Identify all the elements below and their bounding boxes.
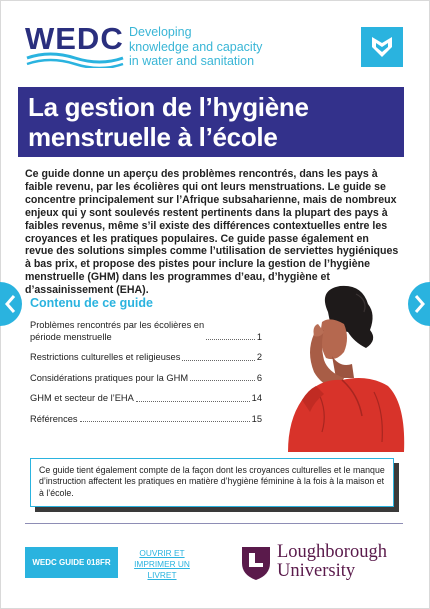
toc-item[interactable] bbox=[30, 414, 262, 426]
intro-paragraph: Ce guide donne un aperçu des problèmes rencontrés, dans les pays à faible revenu, par les écolières qui ont leurs menstruations. Le guide se concentre principalement sur l’Afrique subsaharienne, mais de nombreux enjeux qui y sont soulevés restent pertinents dans la plupart des pays à faibles revenus, même s’il existe des différences contextuelles entre les croyances et les pratiques populaires. Ce guide passe également en revue des solutions simples comme l’utilisation de serviettes hygiéniques à bas prix, et propose des pistes pour inclure la gestion de l’hygiène menstruelle (GHM) dans les programmes d’eau, d’hygiène et d’assainissement (EHA). bbox=[25, 168, 399, 297]
toc-item[interactable] bbox=[30, 320, 262, 343]
university-name-line: Loughborough bbox=[277, 542, 387, 562]
toc-item-page: 1 bbox=[256, 331, 262, 342]
toc-item-page: 15 bbox=[251, 413, 262, 424]
page-title: La gestion de l’hygiène menstruelle à l’école bbox=[28, 92, 309, 152]
toc-dots bbox=[182, 360, 254, 361]
toc-dots bbox=[80, 421, 250, 422]
print-booklet-link[interactable]: OUVRIR ET IMPRIMER UN LIVRET bbox=[134, 548, 190, 580]
toc-item-label: Restrictions culturelles et religieuses bbox=[30, 352, 181, 362]
wedc-logo[interactable] bbox=[25, 22, 125, 68]
tagline-line: knowledge and capacity bbox=[129, 39, 263, 54]
tagline-line: in water and sanitation bbox=[129, 54, 255, 68]
toc-item[interactable] bbox=[30, 352, 262, 364]
girl-illustration bbox=[258, 282, 408, 452]
note-text: Ce guide tient également compte de la façon dont les croyances culturelles et le manque d’instruction affectent les pratiques en matière d’hygiène féminine à la fois à la maison et à l’école. bbox=[39, 465, 385, 498]
university-crest-icon bbox=[240, 545, 272, 581]
logo-text: WEDC bbox=[25, 21, 124, 56]
tagline-line: Developing bbox=[129, 25, 192, 39]
toc-item-label: GHM et secteur de l’EHA bbox=[30, 393, 134, 403]
shield-chevron-icon bbox=[369, 34, 395, 60]
note-box bbox=[30, 458, 394, 507]
toc-item[interactable] bbox=[30, 393, 262, 405]
toc-dots bbox=[136, 401, 250, 402]
badge-icon[interactable] bbox=[361, 27, 403, 67]
logo-wave-icon bbox=[25, 22, 125, 68]
chevron-left-icon bbox=[4, 293, 18, 315]
toc-dots bbox=[206, 339, 255, 340]
toc-item[interactable] bbox=[30, 373, 262, 385]
toc-dots bbox=[190, 380, 255, 381]
toc-item-page: 6 bbox=[256, 372, 262, 383]
contents-heading: Contenu de ce guide bbox=[30, 296, 153, 310]
table-of-contents bbox=[30, 320, 262, 434]
toc-item-page: 2 bbox=[256, 352, 262, 362]
toc-item-label: Considérations pratiques pour la GHM bbox=[30, 372, 189, 383]
divider bbox=[25, 523, 403, 524]
university-name bbox=[277, 543, 387, 581]
toc-item-label: Problèmes rencontrés par les écolières en période menstruelle bbox=[30, 320, 205, 342]
university-logo[interactable] bbox=[240, 543, 410, 585]
university-name-line: University bbox=[277, 561, 356, 581]
guide-code-badge: WEDC GUIDE 018FR bbox=[25, 547, 118, 578]
title-band bbox=[18, 87, 404, 157]
tagline bbox=[129, 25, 262, 69]
chevron-right-icon bbox=[412, 293, 426, 315]
toc-item-label: Références bbox=[30, 413, 78, 424]
toc-item-page: 14 bbox=[251, 393, 262, 403]
